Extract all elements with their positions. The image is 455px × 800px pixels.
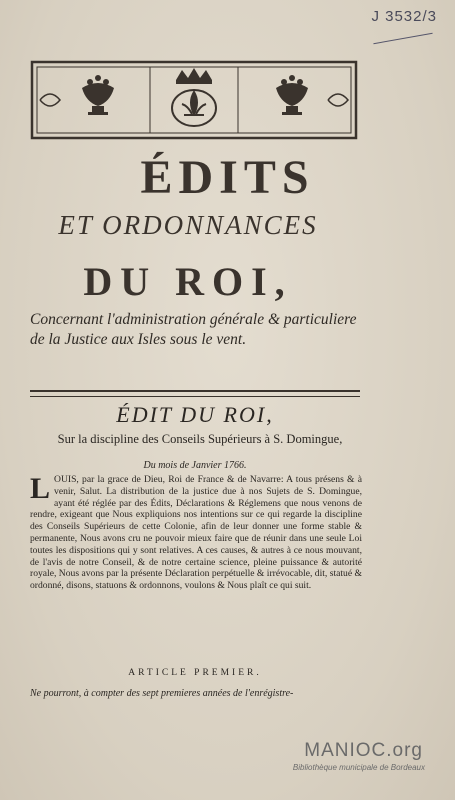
edit-heading: ÉDIT DU ROI, — [116, 402, 274, 427]
double-rule-divider — [30, 390, 360, 397]
date-line: Du mois de Janvier 1766. — [143, 460, 247, 471]
left-vase-icon — [82, 75, 114, 115]
manioc-logo: MANIOC.org — [304, 740, 423, 761]
body-text: OUIS, par la grace de Dieu, Roi de France & de Navarre: A tous présens & à venir, Salut. La distribution de la justice due à nos Sujets de S. Domingue, ayant été réglée par des Édits, Déclarations & Réglemens que nous venons de rendre, exigeant que Nous expliquions nos intentions sur ce qui regarde la discipline des Conseils Supérieurs de cette Colonie, afin de leur donner une forme stable & permanente, Nous avons cru ne pouvoir mieux faire que de réunir dans une seule Loi toutes les dispositions qui y sont relatives. A ces causes, & autres à ce nous mouvant, de l'avis de notre Conseil, & de notre certaine science, pleine puissance & autorité royale, Nous avons par la présente Déclaration perpétuelle & irrévocable, dit, statué & ordonné, disons, statuons & ordonnons, voulons & Nous plaît ce qui suit. — [30, 474, 362, 592]
concernant-subtitle: Concernant l'administration générale & particuliere de la Justice aux Isles sous le vent. — [30, 311, 357, 348]
shelfmark-underline — [373, 33, 432, 44]
library-credit: Bibliothèque municipale de Bordeaux — [292, 763, 425, 772]
body-paragraph — [30, 474, 362, 592]
subtitle-discipline: Sur la discipline des Conseils Supérieurs à S. Domingue, — [57, 432, 343, 446]
header-ornament — [30, 60, 358, 140]
shelfmark-note: J 3532/3 — [371, 8, 437, 25]
right-vase-icon — [276, 75, 308, 115]
article-first-line: Ne pourront, à compter des sept premieres années de l'enrégistre- — [30, 688, 294, 699]
title-et-ordonnances: ET ORDONNANCES — [58, 210, 318, 240]
title-du-roi: DU ROI, — [83, 259, 293, 304]
royal-crown-icon — [176, 68, 212, 84]
article-heading: ARTICLE PREMIER. — [128, 668, 262, 678]
fleur-de-lis-icon — [172, 90, 216, 126]
drop-cap: L — [30, 472, 51, 505]
title-edits: ÉDITS — [140, 151, 315, 204]
